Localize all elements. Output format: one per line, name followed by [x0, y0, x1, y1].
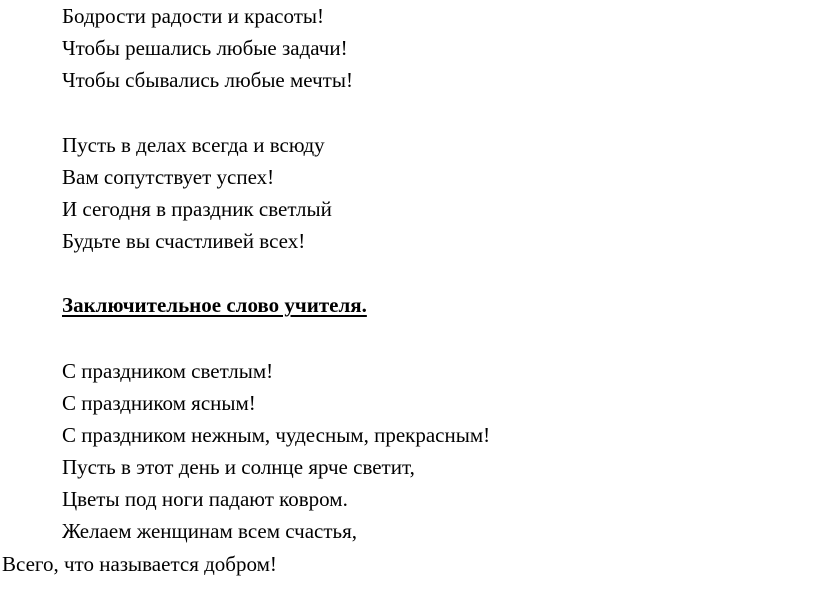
- poem-line: Цветы под ноги падают ковром.: [62, 487, 348, 511]
- poem-line: Будьте вы счастливей всех!: [62, 229, 306, 253]
- poem-line-last: Всего, что называется добром!: [2, 552, 277, 576]
- poem-line: Чтобы решались любые задачи!: [62, 36, 348, 60]
- section-heading: Заключительное слово учителя.: [62, 293, 367, 317]
- poem-line: Желаем женщинам всем счастья,: [62, 519, 358, 543]
- poem-line: Бодрости радости и красоты!: [62, 4, 324, 28]
- poem-line: С праздником светлым!: [62, 359, 274, 383]
- poem-line: Пусть в делах всегда и всюду: [62, 133, 325, 157]
- poem-line: Чтобы сбывались любые мечты!: [62, 68, 353, 92]
- poem-line: С праздником ясным!: [62, 391, 256, 415]
- poem-line: Пусть в этот день и солнце ярче светит,: [62, 455, 415, 479]
- poem-line: Вам сопутствует успех!: [62, 165, 275, 189]
- poem-line: И сегодня в праздник светлый: [62, 197, 332, 221]
- poem-line: С праздником нежным, чудесным, прекрасным!: [62, 423, 491, 447]
